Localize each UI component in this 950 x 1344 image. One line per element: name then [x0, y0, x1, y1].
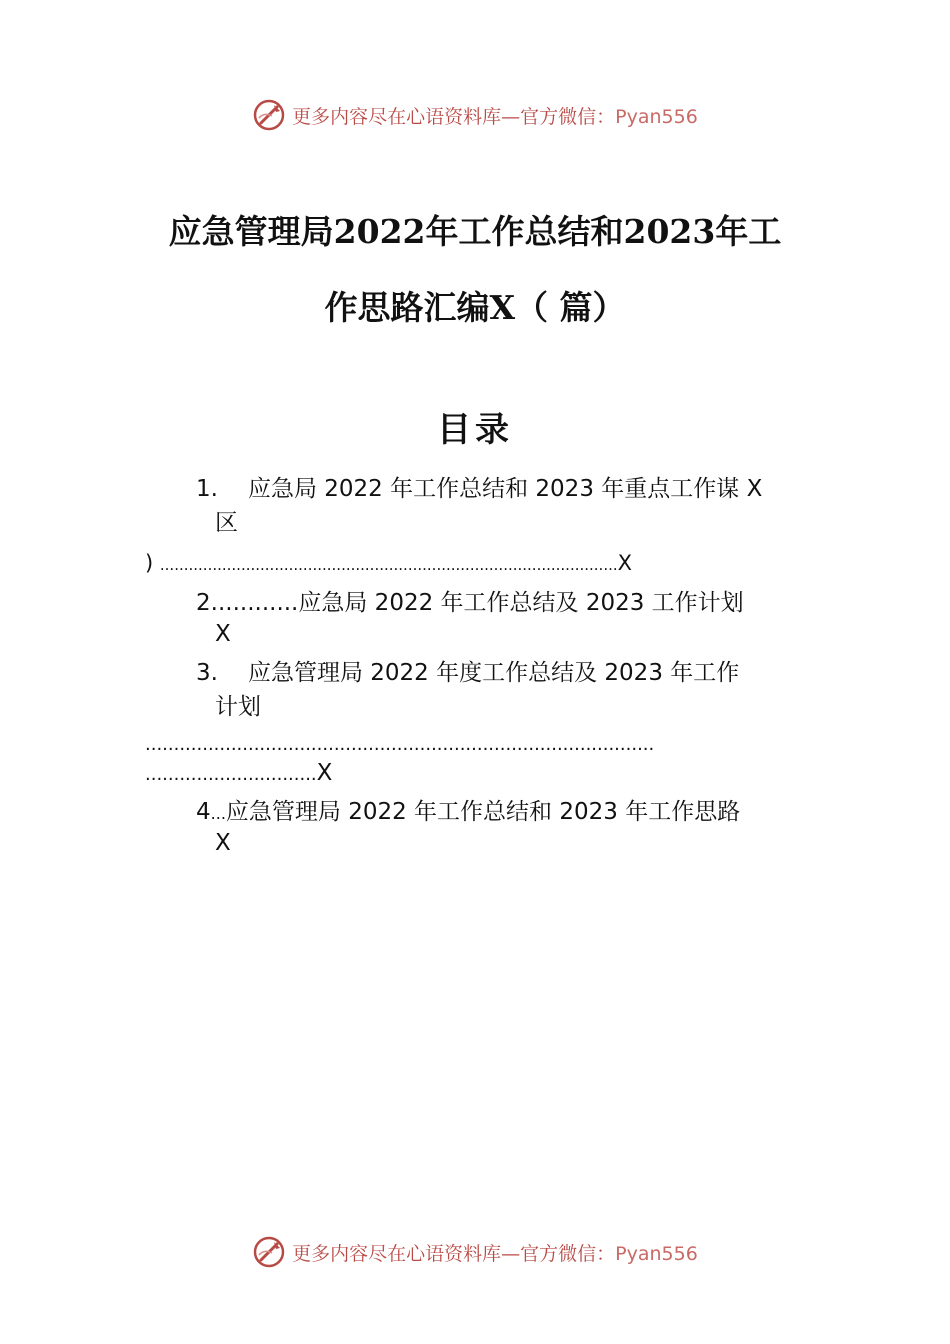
toc-entry-3-text: 应急管理局 2022 年度工作总结及 2023 年工作	[247, 660, 740, 686]
document-title-line-1: 应急管理局2022年工作总结和2023年工	[168, 212, 782, 251]
toc-entry-2-page: X	[215, 621, 231, 647]
banner-handle: Pyan556	[615, 105, 698, 128]
toc-entry-3-number: 3.	[196, 660, 218, 686]
toc-entry-1-leader: ................................................................................................	[159, 556, 618, 574]
pen-logo-icon	[252, 1235, 286, 1269]
toc-entry-3-leader-2: ..............................	[145, 764, 317, 785]
header-banner	[0, 95, 950, 135]
toc-entry-2-number: 2	[196, 590, 211, 616]
toc-entry-1-number: 1.	[196, 476, 218, 502]
toc-heading: 目录	[437, 410, 513, 450]
banner-text: 更多内容尽在心语资料库—官方微信：Pyan556	[292, 1242, 698, 1265]
toc-entry-1-text: 应急局 2022 年工作总结和 2023 年重点工作谋 X	[247, 476, 763, 502]
toc-entry-3-text-cont: 计划	[215, 694, 261, 720]
toc-entry-1-text-cont: 区	[215, 510, 238, 536]
toc-entry-4-text: 应急管理局 2022 年工作总结和 2023 年工作思路	[225, 799, 741, 825]
banner-text: 更多内容尽在心语资料库—官方微信：Pyan556	[292, 105, 698, 128]
toc-entry-4-page: X	[215, 830, 231, 856]
footer-banner	[0, 1232, 950, 1272]
banner-handle: Pyan556	[615, 1242, 698, 1265]
pen-logo-icon	[252, 98, 286, 132]
toc-entry-1-paren: )	[145, 551, 154, 575]
toc-entry-1-page: X	[617, 551, 633, 575]
toc-entry-3-page: X	[316, 760, 333, 786]
toc-entry-2-text: 应急局 2022 年工作总结及 2023 工作计划	[298, 590, 744, 616]
toc-entry-4-number: 4	[196, 799, 211, 825]
toc-entry-3-leader-1: .........................................................................................	[145, 734, 655, 755]
toc-entry-4-leader: ...	[210, 804, 226, 823]
toc-entry-2-leader: ............	[210, 590, 299, 616]
document-title-line-2: 作思路汇编X（ 篇）	[324, 288, 626, 327]
